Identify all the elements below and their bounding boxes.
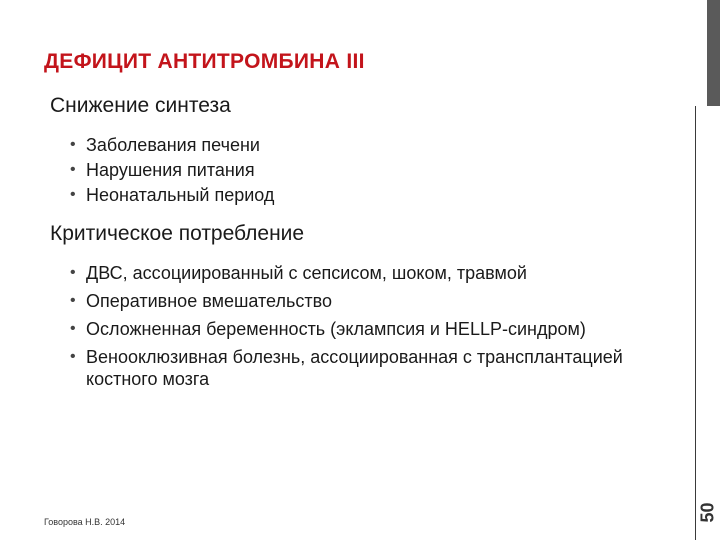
bullet-icon: • <box>70 264 76 281</box>
synthesis-bullet-list <box>68 134 628 209</box>
list-item-text: Венооклюзивная болезнь, ассоциированная с трансплантацией костного мозга <box>86 347 623 389</box>
section-heading-synthesis: Снижение синтеза <box>50 94 231 117</box>
decorative-corner-bar <box>707 0 720 106</box>
list-item-text: Нарушения питания <box>86 160 255 180</box>
bullet-icon: • <box>70 136 76 153</box>
slide-title: ДЕФИЦИТ АНТИТРОМБИНА III <box>44 50 365 73</box>
bullet-icon: • <box>70 348 76 365</box>
page-number <box>698 492 718 532</box>
bullet-icon: • <box>70 186 76 203</box>
list-item <box>68 290 668 312</box>
bullet-icon: • <box>70 161 76 178</box>
bullet-icon: • <box>70 320 76 337</box>
list-item <box>68 318 668 340</box>
footer-author: Говорова Н.В. 2014 <box>44 517 126 527</box>
list-item <box>68 346 668 390</box>
list-item-text: Осложненная беременность (эклампсия и HELLP-синдром) <box>86 319 586 339</box>
list-item-text: Заболевания печени <box>86 135 260 155</box>
list-item <box>68 134 628 156</box>
list-item-text: Неонатальный период <box>86 185 275 205</box>
list-item-text: Оперативное вмешательство <box>86 291 332 311</box>
section-heading-consumption: Критическое потребление <box>50 222 305 245</box>
consumption-bullet-list <box>68 262 668 396</box>
bullet-icon: • <box>70 292 76 309</box>
list-item <box>68 262 668 284</box>
list-item-text: ДВС, ассоциированный с сепсисом, шоком, травмой <box>86 263 527 283</box>
vertical-divider-line <box>695 106 696 540</box>
page-number-text: 50 <box>697 501 718 523</box>
list-item <box>68 184 628 206</box>
list-item <box>68 159 628 181</box>
